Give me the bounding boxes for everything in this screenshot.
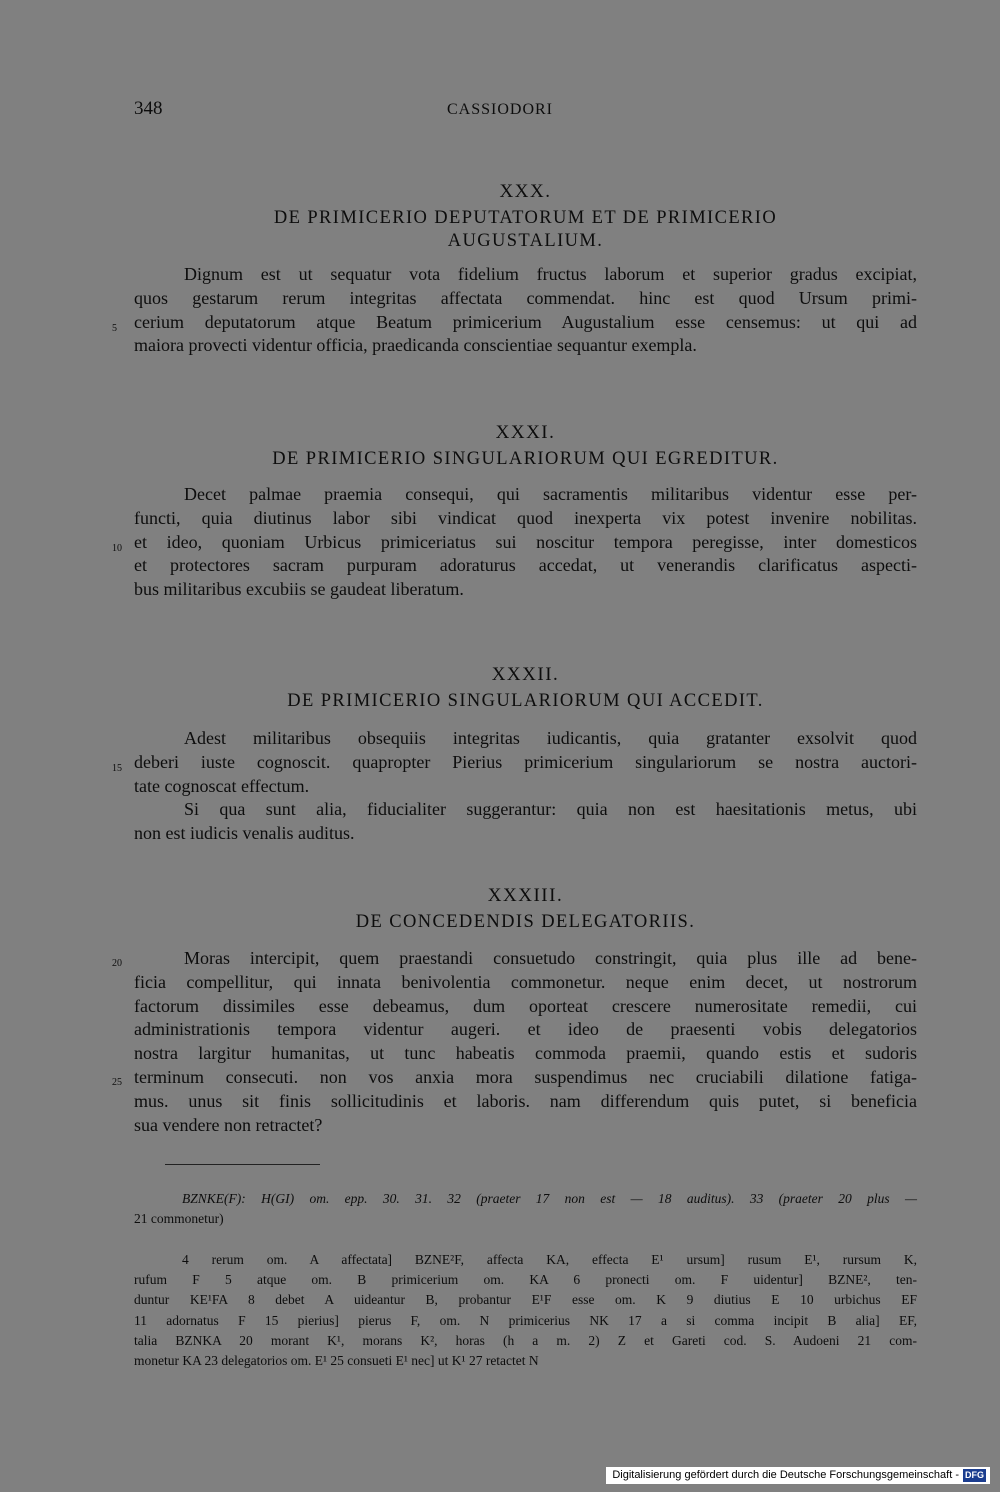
section-xxxii	[112, 664, 917, 846]
section-title-line: DE PRIMICERIO DEPUTATORUM ET DE PRIMICERIO	[273, 208, 778, 228]
apparatus-line: 21 commonetur)	[134, 1211, 224, 1227]
text-line: et protectores sacram purpuram adoraturus accedat, ut venerandis clarificatus aspecti-	[134, 555, 917, 576]
margin-line-number: 20	[112, 958, 122, 969]
section-number: XXXIII.	[487, 885, 564, 906]
section-text	[112, 483, 917, 602]
page-number: 348	[134, 98, 163, 119]
text-line: tate cognoscat effectum.	[134, 775, 310, 796]
section-text	[112, 947, 917, 1137]
apparatus-line: 4 rerum om. A affectata] BZNE²F, affecta KA, effecta E¹ ursum] rusum E¹, rursum K,	[182, 1252, 917, 1267]
funding-text: Digitalisierung gefördert durch die Deutsche Forschungsgemeinschaft -	[612, 1469, 959, 1481]
text-line: Dignum est ut sequatur vota fidelium fructus laborum et superior gradus excipiat,	[184, 264, 917, 284]
apparatus-line: rufum F 5 atque om. B primicerium om. KA 6 pronecti om. F uidentur] BZNE², ten-	[134, 1272, 917, 1288]
apparatus-line: 11 adornatus F 15 pierius] pierus F, om. N primicerius NK 17 a si comma incipit B alia] EF,	[134, 1312, 917, 1328]
margin-line-number: 10	[112, 543, 122, 554]
section-xxxi	[112, 422, 917, 602]
text-line: Moras intercipit, quem praestandi consuetudo constringit, quia plus ille ad bene-	[184, 948, 917, 968]
text-line: sua vendere non retractet?	[134, 1114, 323, 1135]
section-title-line: DE PRIMICERIO SINGULARIORUM QUI EGREDITUR.	[272, 449, 779, 469]
text-line: factorum dissimiles esse debeamus, dum oporteat crescere numerositate remedii, cui	[134, 995, 917, 1016]
margin-line-number: 5	[112, 323, 117, 334]
text-line: deberi iuste cognoscit. quapropter Pierius primicerium singulariorum se nostra auctori-	[134, 751, 917, 772]
text-line: ficia compellitur, qui innata benivolentia commonetur. neque enim decet, ut nostrorum	[134, 971, 917, 992]
apparatus-sources	[134, 1189, 917, 1229]
margin-line-number: 15	[112, 763, 122, 774]
apparatus-line: BZNKE(F): H(GI) om. epp. 30. 31. 32 (praeter 17 non est — 18 auditus). 33 (praeter 20 plus —	[182, 1191, 917, 1206]
text-line: Si qua sunt alia, fiducialiter suggerantur: quia non est haesitationis metus, ubi	[184, 799, 917, 820]
text-line: maiora provecti videntur officia, praedicanda conscientiae sequantur exempla.	[134, 335, 697, 356]
margin-line-number: 25	[112, 1077, 122, 1088]
running-head: CASSIODORI	[446, 101, 553, 118]
text-line: non est iudicis venalis auditus.	[134, 823, 355, 844]
section-title-line: AUGUSTALIUM.	[447, 231, 604, 251]
section-text	[112, 263, 917, 358]
text-line: mus. unus sit finis sollicitudinis et laboris. nam differendum quis putet, si beneficia	[134, 1090, 917, 1111]
text-line: terminum consecuti. non vos anxia mora suspendimus nec cruciabili dilatione fatiga-	[134, 1066, 917, 1087]
text-line: quos gestarum rerum integritas affectata commendat. hinc est quod Ursum primi-	[134, 287, 917, 308]
apparatus-variants	[134, 1250, 917, 1371]
section-number: XXXII.	[491, 664, 560, 685]
text-line: nostra largitur humanitas, ut tunc habeatis commoda praemii, quando estis et sudoris	[134, 1043, 917, 1064]
text-line: et ideo, quoniam Urbicus primiceriatus sui noscitur tempora peregisse, inter domesticos	[134, 531, 917, 552]
section-number: XXXI.	[495, 422, 556, 443]
section-title-line: DE PRIMICERIO SINGULARIORUM QUI ACCEDIT.	[287, 691, 764, 711]
footnote-rule	[165, 1164, 320, 1165]
apparatus-line: monetur KA 23 delegatorios om. E¹ 25 consueti E¹ nec] ut K¹ 27 retactet N	[134, 1353, 539, 1369]
text-line: Decet palmae praemia consequi, qui sacramentis militaribus videntur esse per-	[184, 484, 917, 504]
text-line: functi, quia diutinus labor sibi vindicat quod inexperta vix potest invenire nobilitas.	[134, 507, 917, 528]
section-xxxiii	[112, 885, 917, 1137]
apparatus-line: talia BZNKA 20 morant K¹, morans K², horas (h a m. 2) Z et Gareti cod. S. Audoeni 21 com-	[134, 1332, 917, 1348]
text-line: administrationis tempora videntur augeri. et ideo de praesenti vobis delegatorios	[134, 1019, 917, 1040]
text-line: Adest militaribus obsequiis integritas iudicantis, quia gratanter exsolvit quod	[184, 728, 917, 748]
section-xxx	[112, 181, 917, 358]
section-text	[112, 727, 917, 846]
text-line: bus militaribus excubiis se gaudeat liberatum.	[134, 579, 464, 600]
section-number: XXX.	[499, 181, 552, 202]
dfg-logo-icon: DFG	[965, 1470, 984, 1480]
section-title-line: DE CONCEDENDIS DELEGATORIIS.	[355, 912, 696, 932]
apparatus-line: duntur KE¹FA 8 debet A uideantur B, probantur E¹F esse om. K 9 diutius E 10 urbichus EF	[134, 1292, 917, 1308]
funding-footer	[606, 1467, 990, 1484]
text-line: cerium deputatorum atque Beatum primicerium Augustalium esse censemus: ut qui ad	[134, 311, 917, 332]
